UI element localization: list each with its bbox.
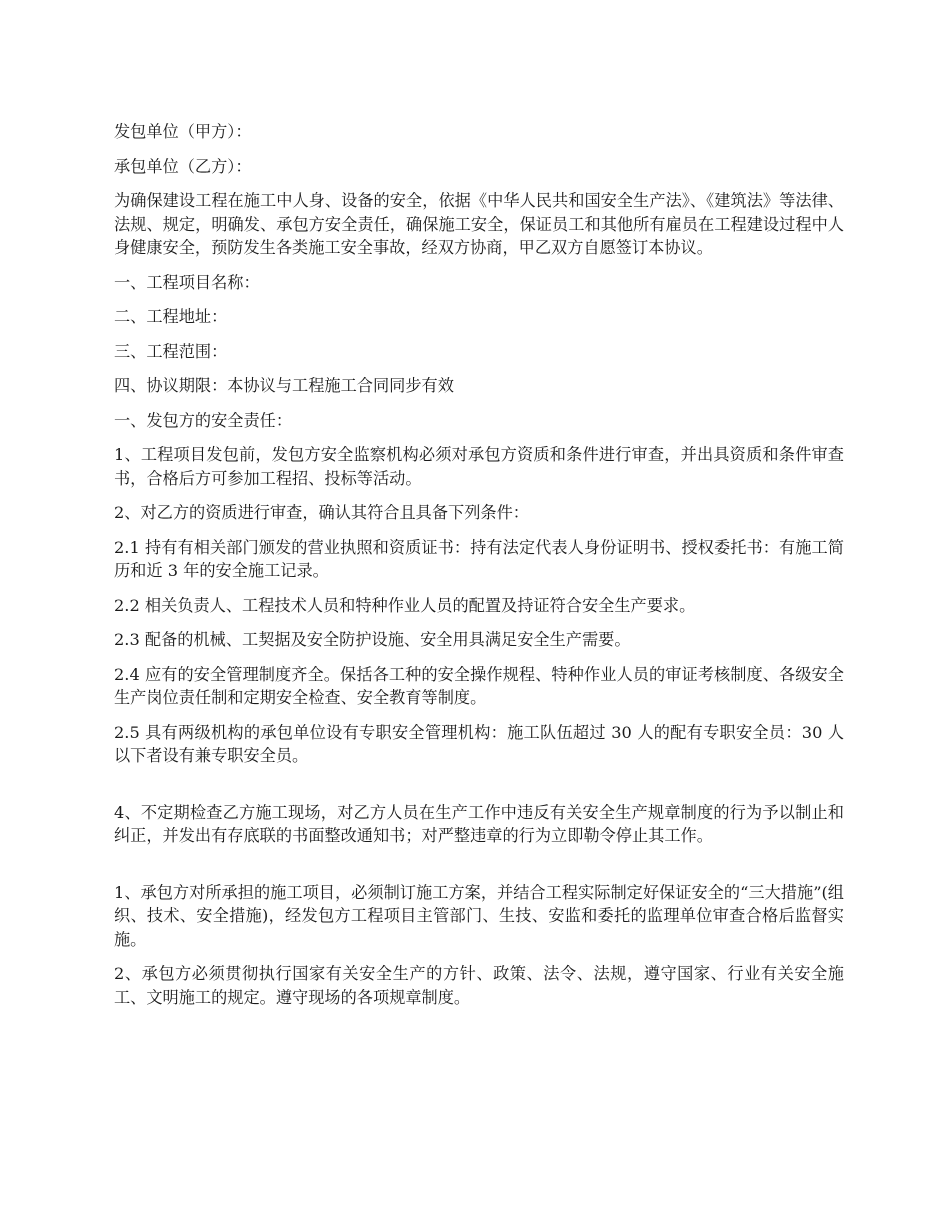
employer-duties-heading: 一、发包方的安全责任： (114, 410, 293, 430)
project-address-line: 二、工程地址： (114, 307, 228, 326)
clause-2: 2、对乙方的资质进行审查，确认其符合且具备下列条件： (114, 503, 529, 522)
agreement-document (114, 120, 844, 1020)
project-scope-line: 三、工程范围： (114, 341, 228, 361)
party-b-line: 承包单位（乙方）： (114, 156, 252, 176)
clause-1: 1、工程项目发包前，发包方安全监察机构必须对承包方资质和条件进行审查，并出具资质和条件审查书，合格后方可参加工程招、投标等活动。 (114, 445, 844, 488)
clause-4: 4、不定期检查乙方施工现场，对乙方人员在生产工作中违反有关安全生产规章制度的行为予以制止和纠正，并发出有存底联的书面整改通知书；对严整违章的行为立即勒令停止其工作。 (114, 802, 844, 845)
clause-2-1: 2.1 持有有相关部门颁发的营业执照和资质证书：持有法定代表人身份证明书、授权委托书：有施工简历和近 3 年的安全施工记录。 (114, 537, 844, 580)
clause-2-2: 2.2 相关负责人、工程技术人员和特种作业人员的配置及持证符合安全生产要求。 (114, 595, 696, 615)
agreement-term-line: 四、协议期限：本协议与工程施工合同同步有效 (114, 376, 454, 395)
party-a-line: 发包单位（甲方）： (114, 122, 252, 141)
project-name-line: 一、工程项目名称： (114, 272, 260, 292)
clause-2-5: 2.5 具有两级机构的承包单位设有专职安全管理机构：施工队伍超过 30 人的配有专职安全员：30 人以下者设有兼专职安全员。 (114, 722, 844, 765)
contractor-clause-2: 2、承包方必须贯彻执行国家有关安全生产的方针、政策、法令、法规，遵守国家、行业有关安全施工、文明施工的规定。遵守现场的各项规章制度。 (114, 964, 844, 1007)
clause-2-3: 2.3 配备的机械、工契据及安全防护设施、安全用具满足安全生产需要。 (114, 630, 631, 649)
contractor-clause-1: 1、承包方对所承担的施工项目，必须制订施工方案，并结合工程实际制定好保证安全的“三大措施”(组织、技术、安全措施)，经发包方工程项目主管部门、生技、安监和委托的监理单位审查合格后监督实施。 (114, 882, 844, 949)
preamble-paragraph: 为确保建设工程在施工中人身、设备的安全，依据《中华人民共和国安全生产法》、《建筑法》等法律、法规、规定，明确发、承包方安全责任，确保施工安全，保证员工和其他所有雇员在工程建设过程中人身健康安全，预防发生各类施工安全事故，经双方协商，甲乙双方自愿签订本协议。 (114, 191, 844, 257)
clause-2-4: 2.4 应有的安全管理制度齐全。保括各工种的安全操作规程、特种作业人员的审证考核制度、各级安全生产岗位责任制和定期安全检查、安全教育等制度。 (114, 664, 844, 707)
